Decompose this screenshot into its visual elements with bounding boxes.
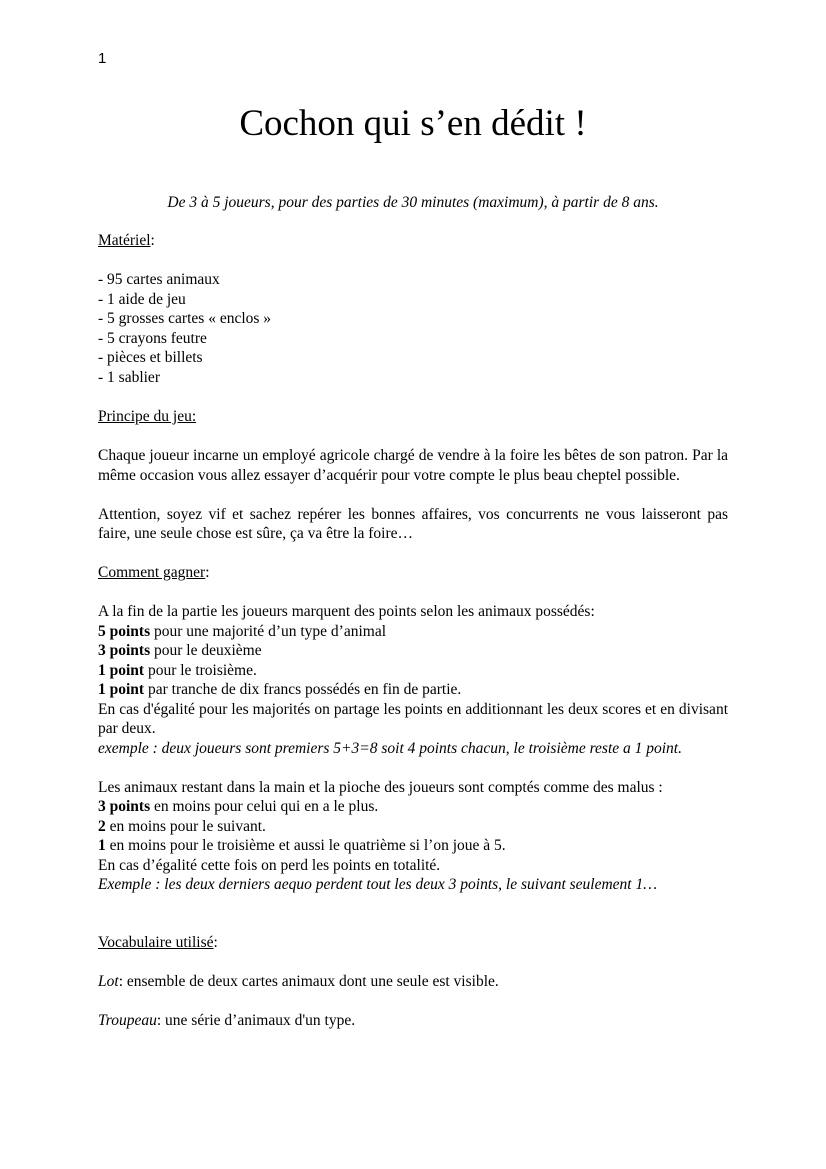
list-item: - pièces et billets bbox=[98, 349, 203, 366]
vocabulaire-heading: Vocabulaire utilisé bbox=[98, 934, 214, 951]
malus-rule-points: 2 bbox=[98, 817, 106, 835]
malus-rule bbox=[98, 817, 728, 837]
list-item: - 1 aide de jeu bbox=[98, 290, 186, 308]
egalite-paragraph: En cas d'égalité pour les majorités on partage les points en additionnant les deux scores et en divisant par deux. bbox=[98, 700, 728, 737]
malus-rule-text: en moins pour le suivant. bbox=[105, 817, 266, 835]
malus-rule bbox=[98, 836, 728, 856]
scoring-rule-text: pour le troisième. bbox=[144, 661, 257, 679]
vocabulary-definition: : une série d’animaux d'un type. bbox=[156, 1012, 356, 1029]
scoring-rule bbox=[98, 641, 728, 661]
principe-paragraph-1: Chaque joueur incarne un employé agricole chargé de vendre à la foire les bêtes de son patron. Par la même occasion vous allez essayer d’acquérir pour votre compte le plus beau cheptel possible. bbox=[98, 447, 728, 484]
list-item: - 5 crayons feutre bbox=[98, 329, 207, 347]
comment-gagner-heading: Comment gagner bbox=[98, 564, 206, 581]
comment-gagner-heading-suffix: : bbox=[205, 564, 210, 581]
materiel-heading-suffix: : bbox=[150, 232, 155, 249]
scoring-rule-points: 3 points bbox=[98, 642, 151, 659]
vocabulaire-heading-line bbox=[98, 933, 728, 953]
scoring-rule-text: pour le deuxième bbox=[150, 642, 262, 659]
scoring-rule-points: 1 point bbox=[98, 661, 145, 679]
vocabulary-term: Lot bbox=[98, 973, 119, 990]
scoring-rule-text: pour une majorité d’un type d’animal bbox=[150, 622, 387, 640]
malus-egalite: En cas d’égalité cette fois on perd les points en totalité. bbox=[98, 856, 441, 874]
principe-paragraph-2: Attention, soyez vif et sachez repérer les bonnes affaires, vos concurrents ne vous laisseront pas faire, une seule chose est sûre, ça va être la foire… bbox=[98, 505, 728, 542]
malus-rule-points: 1 bbox=[98, 837, 106, 854]
vocabulaire-heading-suffix: : bbox=[213, 934, 218, 951]
document-subtitle: De 3 à 5 joueurs, pour des parties de 30 minutes (maximum), à partir de 8 ans. bbox=[167, 194, 659, 211]
scoring-rule-points: 1 point bbox=[98, 681, 145, 698]
scoring-rule bbox=[98, 622, 728, 642]
vocabulary-entry bbox=[98, 1011, 728, 1031]
materiel-heading: Matériel bbox=[98, 232, 151, 249]
malus-rule bbox=[98, 797, 728, 817]
vocabulary-definition: : ensemble de deux cartes animaux dont une seule est visible. bbox=[118, 973, 499, 990]
scoring-rule bbox=[98, 680, 728, 700]
malus-rule-points: 3 points bbox=[98, 798, 151, 815]
page-number: 1 bbox=[98, 50, 107, 67]
scoring-intro: A la fin de la partie les joueurs marquent des points selon les animaux possédés: bbox=[98, 603, 595, 620]
scoring-rule-points: 5 points bbox=[98, 622, 151, 640]
list-item: - 1 sablier bbox=[98, 368, 160, 386]
malus-rule-text: en moins pour le troisième et aussi le quatrième si l’on joue à 5. bbox=[105, 837, 506, 854]
list-item: - 5 grosses cartes « enclos » bbox=[98, 310, 272, 327]
list-item: - 95 cartes animaux bbox=[98, 271, 220, 288]
malus-rule-text: en moins pour celui qui en a le plus. bbox=[150, 798, 379, 815]
scoring-example: exemple : deux joueurs sont premiers 5+3=8 soit 4 points chacun, le troisième reste a 1 point. bbox=[98, 739, 682, 757]
comment-gagner-heading-line bbox=[98, 563, 728, 583]
vocabulary-term: Troupeau bbox=[98, 1012, 157, 1029]
malus-example: Exemple : les deux derniers aequo perdent tout les deux 3 points, le suivant seulement 1… bbox=[98, 876, 658, 893]
scoring-rule-text: par tranche de dix francs possédés en fin de partie. bbox=[144, 681, 462, 698]
principe-heading: Principe du jeu: bbox=[98, 408, 197, 425]
malus-intro: Les animaux restant dans la main et la pioche des joueurs sont comptés comme des malus : bbox=[98, 778, 663, 796]
scoring-rule bbox=[98, 661, 728, 681]
vocabulary-entry bbox=[98, 972, 728, 992]
materiel-heading-line bbox=[98, 231, 728, 251]
document-title: Cochon qui s’en dédit ! bbox=[239, 103, 587, 144]
